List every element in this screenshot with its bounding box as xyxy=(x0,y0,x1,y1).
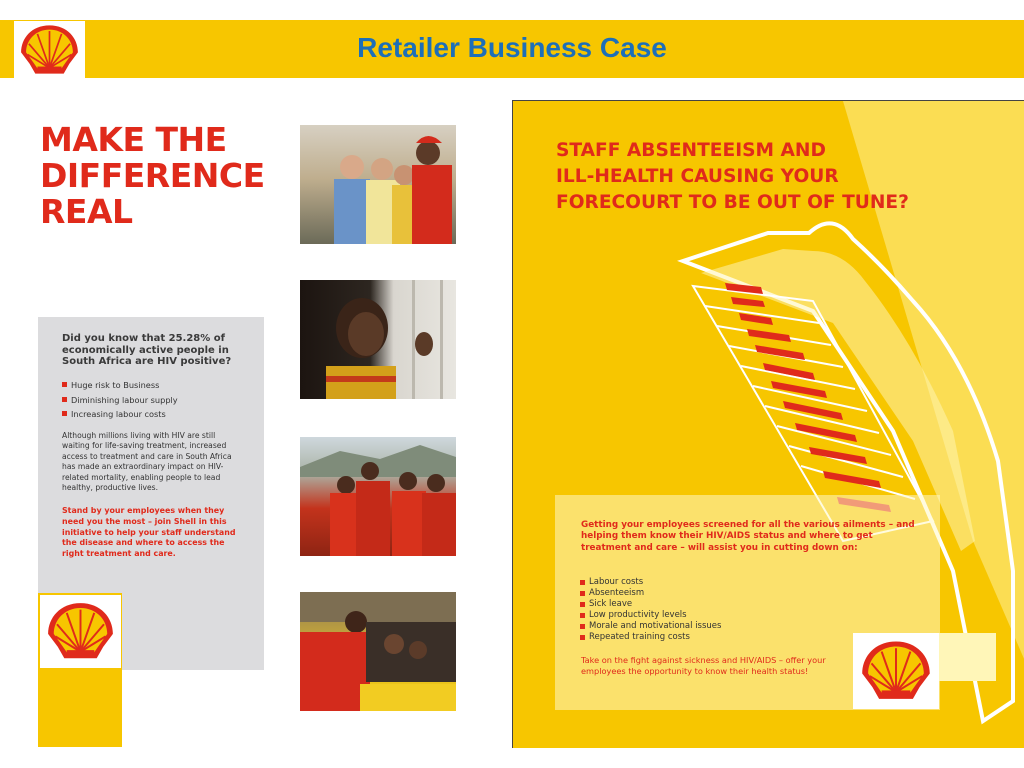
headline-line: REAL xyxy=(40,192,133,231)
call-to-action: Stand by your employees when they need you the most – join Shell in this initiative to help your staff understand the disease and where to access the right treatment and care. xyxy=(62,506,236,559)
list-item: Sick leave xyxy=(580,599,840,610)
list-item: Diminishing labour supply xyxy=(62,393,252,408)
list-item: Repeated training costs xyxy=(580,632,840,643)
poster-logo xyxy=(853,633,939,709)
poster-headline-line: FORECOURT TO BE OUT OF TUNE? xyxy=(556,192,909,213)
child-photo xyxy=(300,280,456,399)
staff-group-photo xyxy=(300,125,456,244)
hiv-question: Did you know that 25.28% of economically active people in South Africa are HIV positive? xyxy=(62,333,232,367)
headline-line: DIFFERENCE xyxy=(40,156,265,195)
poster-headline xyxy=(556,138,996,216)
crowd-photo xyxy=(300,437,456,556)
list-item: Increasing labour costs xyxy=(62,407,252,422)
poster-pale-block xyxy=(939,633,996,681)
forecourt-car-photo xyxy=(300,592,456,711)
cost-list xyxy=(580,577,840,643)
list-item: Labour costs xyxy=(580,577,840,588)
left-logo xyxy=(40,595,121,668)
treatment-paragraph: Although millions living with HIV are still waiting for life-saving treatment, increased access to treatment and care in South Africa has made an extraordinary impact on HIV-related mortality, enabling people to lead healthy, productive lives. xyxy=(62,431,232,493)
poster-footer: Take on the fight against sickness and HIV/AIDS – offer your employees the opportunity to know their health status! xyxy=(581,655,826,676)
poster-headline-line: STAFF ABSENTEEISM AND xyxy=(556,140,826,161)
page-title: Retailer Business Case xyxy=(357,32,667,63)
poster-intro: Getting your employees screened for all the various ailments – and helping them know their HIV/AIDS status and where to get treatment and care – will assist you in cutting down on: xyxy=(581,520,915,553)
shell-logo-icon xyxy=(853,633,939,709)
list-item: Morale and motivational issues xyxy=(580,621,840,632)
headline-line: MAKE THE xyxy=(40,120,227,159)
poster-headline-line: ILL-HEALTH CAUSING YOUR xyxy=(556,166,839,187)
list-item: Low productivity levels xyxy=(580,610,840,621)
list-item: Huge risk to Business xyxy=(62,378,252,393)
left-headline xyxy=(40,122,290,230)
risk-list xyxy=(62,378,252,422)
list-item: Absenteeism xyxy=(580,588,840,599)
shell-logo-icon xyxy=(40,595,121,668)
